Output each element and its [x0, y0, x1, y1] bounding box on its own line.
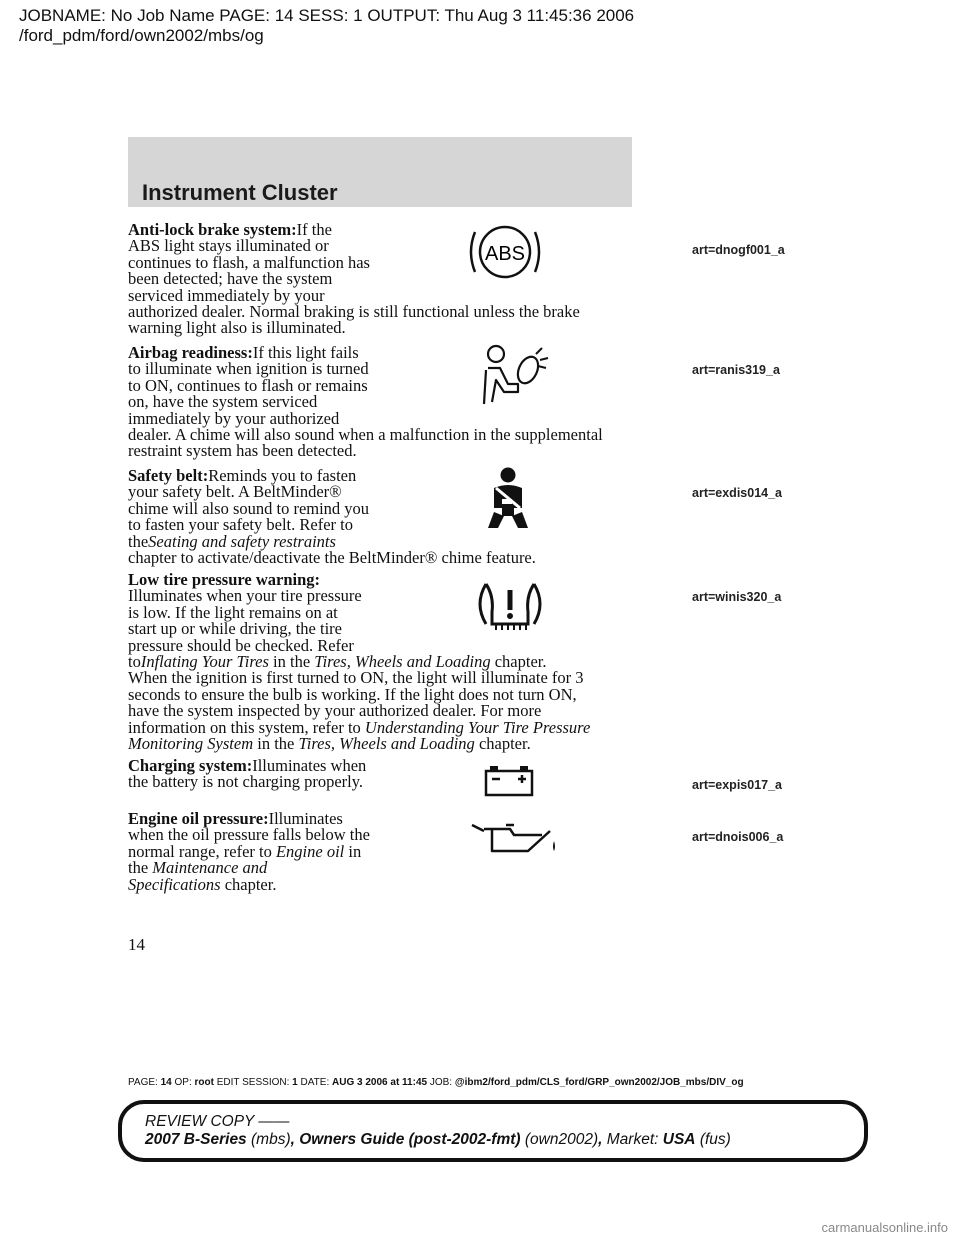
- abs-warning-icon: [465, 222, 545, 282]
- art-reference: art=exdis014_a: [692, 486, 783, 500]
- jobname-line-1: JOBNAME: No Job Name PAGE: 14 SESS: 1 OUTPUT: Thu Aug 3 11:45:36 2006: [19, 6, 635, 25]
- entry-charging-system: Charging system:Illuminates when the battery is not charging properly.: [128, 756, 367, 792]
- oil-can-icon: [470, 815, 560, 857]
- battery-icon: [484, 762, 534, 798]
- abs-icon-label: ABS: [484, 243, 526, 265]
- entry-term: Anti-lock brake system:: [128, 220, 297, 239]
- entry-oil-pressure: Engine oil pressure:Illuminates when the oil pressure falls below the normal range, refer to Engine oil in the Maintenance and Specifications chapter.: [128, 809, 370, 894]
- art-reference: art=winis320_a: [692, 590, 782, 604]
- tire-pressure-icon: [470, 576, 550, 640]
- entry-term: Low tire pressure warning:: [128, 570, 321, 589]
- entry-term: Airbag readiness:: [128, 343, 253, 362]
- footer-meta: PAGE: 14 OP: root EDIT SESSION: 1 DATE: AUG 3 2006 at 11:45 JOB: @ibm2/ford_pdm/CLS_ford/GRP_own2002/JOB_mbs/DIV_og: [128, 1077, 744, 1088]
- art-reference: art=ranis319_a: [692, 363, 780, 377]
- art-reference: art=dnois006_a: [692, 830, 784, 844]
- entry-safety-belt: Safety belt:Reminds you to fasten your safety belt. A BeltMinder® chime will also sound to remind you to fasten your safety belt. Refer to theSeating and safety restraints chapter to activate/deactivate the BeltMinder® chime feature.: [128, 466, 536, 568]
- entry-term: Engine oil pressure:: [128, 809, 269, 828]
- watermark: carmanualsonline.info: [821, 1220, 948, 1235]
- art-reference: art=expis017_a: [692, 778, 783, 792]
- safety-belt-icon: [484, 466, 534, 532]
- page-number: 14: [128, 935, 145, 954]
- jobname-line-2: /ford_pdm/ford/own2002/mbs/og: [19, 26, 264, 45]
- review-copy-label: REVIEW COPY ——: [145, 1113, 290, 1130]
- art-reference: art=dnogf001_a: [692, 243, 785, 257]
- airbag-icon: [478, 342, 550, 408]
- entry-airbag: Airbag readiness:If this light fails to illuminate when ignition is turned to ON, continues to flash or remains on, have the system serviced immediately by your authorized dealer. A chime will also sound when a malfunction in the supplemental restraint system has been detected.: [128, 343, 603, 461]
- entry-term: Safety belt:: [128, 466, 209, 485]
- entry-tire-pressure: Low tire pressure warning: Illuminates when your tire pressure is low. If the light remains on at start up or while driving, the tire pressure should be checked. Refer toInflating Your Tires in the Tires, Wheels and Loading chapter. When the ignition is first turned to ON, the light will illuminate for 3 seconds to ensure the bulb is working. If the light does not turn ON, have the system inspected by your authorized dealer. For more information on this system, refer to Understanding Your Tire Pressure Monitoring System in the Tires, Wheels and Loading chapter.: [128, 570, 591, 754]
- review-copy-text: REVIEW COPY —— 2007 B-Series (mbs), Owners Guide (post-2002-fmt) (own2002), Market: USA (fus): [145, 1113, 731, 1148]
- entry-abs: Anti-lock brake system:If the ABS light stays illuminated or continues to flash, a malfunction has been detected; have the system serviced immediately by your authorized dealer. Normal braking is still functional unless the brake warning light also is illuminated.: [128, 220, 580, 338]
- section-title: Instrument Cluster: [142, 180, 338, 205]
- entry-term: Charging system:: [128, 756, 253, 775]
